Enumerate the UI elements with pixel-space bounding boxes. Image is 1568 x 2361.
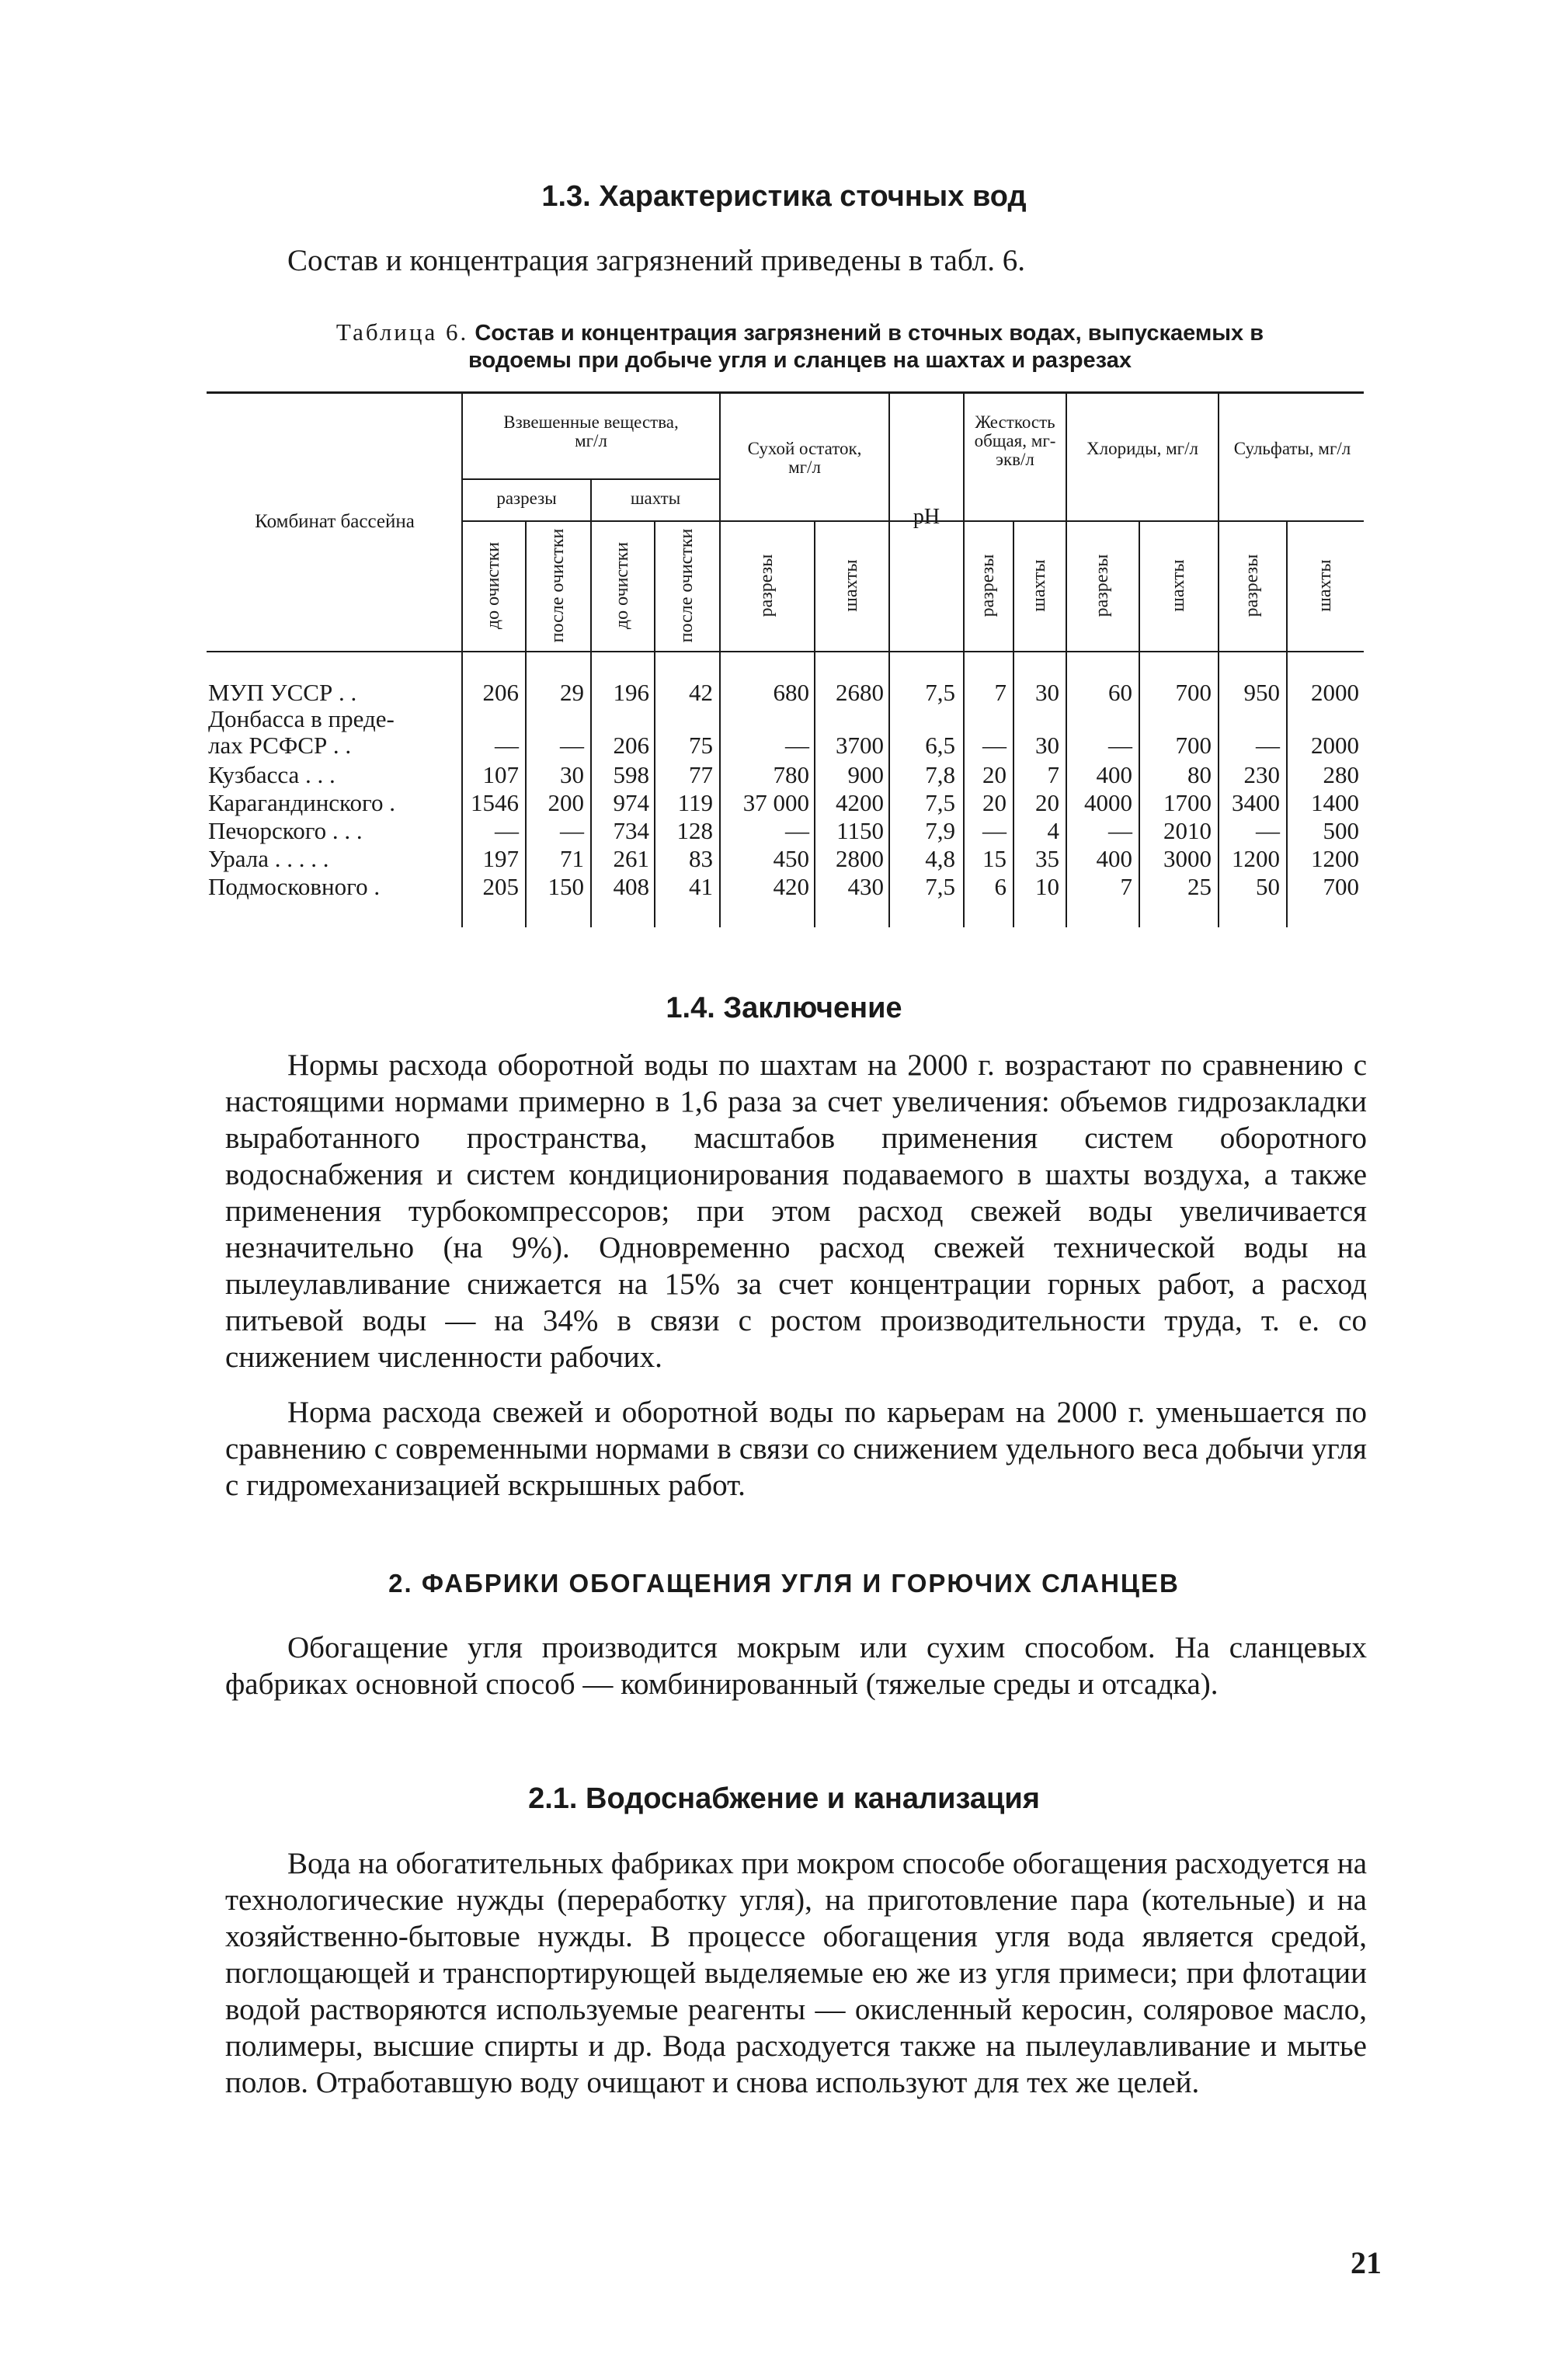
table-cell: 15 bbox=[982, 845, 1007, 872]
leaf-sul-shakhty: шахты bbox=[1315, 559, 1335, 612]
table-cell: 598 bbox=[613, 761, 649, 788]
header-dry-residue: Сухой остаток, мг/л bbox=[747, 439, 862, 477]
table-cell: 7 bbox=[1047, 761, 1059, 788]
table-cell: 107 bbox=[482, 761, 519, 788]
leaf-hard-razrezy: разрезы bbox=[978, 554, 998, 617]
section-1-4-paragraph-1: Нормы расхода оборотной воды по шахтам на 2000 г. возрастают по сравнению с настоящими нормами примерно в 1,6 раза за счет увеличения: объемов гидрозакладки выработанного пространства, масштабов применения систем оборотного водоснабжения и систем кондиционирования подаваемого в шахты воздуха, а также применения турбокомпрессоров; при этом расход свежей воды увеличивается незначительно (на 9%). Одновременно расход свежей технической воды на пылеулавливание снижается на 15% за счет концентрации горных работ, а расход питьевой воды — на 34% в связи с ростом производительности труда, т. е. со снижением численности рабочих. bbox=[225, 1048, 1367, 1374]
table-cell: 10 bbox=[1035, 873, 1059, 900]
table-cell: 50 bbox=[1256, 873, 1280, 900]
table-cell: 30 bbox=[1035, 732, 1059, 759]
table-cell: — bbox=[495, 817, 519, 844]
table-cell: 80 bbox=[1187, 761, 1212, 788]
table-cell: 71 bbox=[560, 845, 584, 872]
table-cell: 7,5 bbox=[925, 873, 955, 900]
table-cell: 1200 bbox=[1232, 845, 1280, 872]
table-cell: 4 bbox=[1047, 817, 1059, 844]
table-cell: 128 bbox=[676, 817, 713, 844]
table-cell: 37 000 bbox=[742, 789, 809, 816]
table-cell: 7,9 bbox=[925, 817, 955, 844]
table-cell: 60 bbox=[1108, 679, 1132, 706]
header-basin: Комбинат бассейна bbox=[255, 511, 415, 532]
page-number: 21 bbox=[1351, 2245, 1382, 2280]
table-cell: 35 bbox=[1035, 845, 1059, 872]
leaf-sul-razrezy: разрезы bbox=[1242, 554, 1262, 617]
section-2-paragraph: Обогащение угля производится мокрым или сухим способом. На сланцевых фабриках основной способ — комбинированный (тяжелые среды и отсадка). bbox=[225, 1631, 1367, 1701]
section-1-3-title: 1.3. Характеристика сточных вод bbox=[541, 180, 1027, 213]
table-cell: 7 bbox=[1120, 873, 1132, 900]
table-cell: 700 bbox=[1175, 732, 1212, 759]
table-cell: 408 bbox=[613, 873, 649, 900]
leaf-hard-shakhty: шахты bbox=[1029, 559, 1049, 612]
table-cell: 200 bbox=[548, 789, 584, 816]
table-cell: — bbox=[785, 732, 809, 759]
row-label: Подмосковного . bbox=[208, 873, 381, 900]
table-cell: 150 bbox=[548, 873, 584, 900]
table-cell: 780 bbox=[773, 761, 809, 788]
table-cell: 42 bbox=[689, 679, 713, 706]
table-cell: 2010 bbox=[1163, 817, 1212, 844]
table-cell: 3400 bbox=[1232, 789, 1280, 816]
table-cell: — bbox=[1108, 817, 1132, 844]
table-cell: 196 bbox=[613, 679, 649, 706]
table-cell: 230 bbox=[1243, 761, 1280, 788]
table-cell: — bbox=[1256, 817, 1280, 844]
table-cell: 400 bbox=[1096, 845, 1132, 872]
section-1-4-paragraph-2: Норма расхода свежей и оборотной воды по карьерам на 2000 г. уменьшается по сравнению с современными нормами в связи со снижением удельного веса добычи угля с гидромеханизацией вскрышных работ. bbox=[225, 1396, 1367, 1502]
row-label: Печорского . . . bbox=[208, 817, 363, 844]
section-2-1-paragraph: Вода на обогатительных фабриках при мокром способе обогащения расходуется на технологические нужды (переработку угля), на приготовление пара (котельные) и на хозяйственно-бытовые нужды. В процессе обогащения угля вода является средой, поглощающей и транспортирующей выделяемые ею же из угля примеси; при флотации водой растворяются используемые реагенты — окисленный керосин, соляровое масло, полимеры, высшие спирты и др. Вода расходуется также на пылеулавливание и мытье полов. Отработавшую воду очищают и снова используют для тех же целей. bbox=[225, 1847, 1367, 2099]
table-cell: 2000 bbox=[1311, 679, 1359, 706]
table-cell: 20 bbox=[982, 761, 1007, 788]
table-cell: 30 bbox=[560, 761, 584, 788]
table-cell: 280 bbox=[1323, 761, 1359, 788]
table-caption-lead: Таблица 6. bbox=[336, 318, 469, 346]
leaf-chl-razrezy: разрезы bbox=[1092, 554, 1112, 617]
table-cell: 7,8 bbox=[925, 761, 955, 788]
table-cell: 30 bbox=[1035, 679, 1059, 706]
header-sulfates: Сульфаты, мг/л bbox=[1233, 439, 1351, 458]
header-suspended-shakhty: шахты bbox=[630, 489, 681, 508]
table-cell: 430 bbox=[847, 873, 884, 900]
table-cell: 700 bbox=[1175, 679, 1212, 706]
table-caption bbox=[295, 318, 1305, 374]
table-cell: 1200 bbox=[1311, 845, 1359, 872]
row-label: Кузбасса . . . bbox=[208, 761, 336, 788]
leaf-dry-razrezy: разрезы bbox=[756, 554, 777, 617]
table-cell: — bbox=[982, 817, 1007, 844]
table-cell: 420 bbox=[773, 873, 809, 900]
table-cell: 197 bbox=[482, 845, 519, 872]
table-cell: 900 bbox=[847, 761, 884, 788]
table-cell: 75 bbox=[689, 732, 713, 759]
table-cell: 450 bbox=[773, 845, 809, 872]
table-cell: 4000 bbox=[1084, 789, 1132, 816]
table-cell: 4,8 bbox=[925, 845, 955, 872]
section-1-3-intro: Состав и концентрация загрязнений приведены в табл. 6. bbox=[287, 244, 1025, 277]
table-cell: 41 bbox=[689, 873, 713, 900]
leaf-chl-shakhty: шахты bbox=[1168, 559, 1188, 612]
table-cell: — bbox=[785, 817, 809, 844]
table-cell: — bbox=[982, 732, 1007, 759]
table-cell: 1700 bbox=[1163, 789, 1212, 816]
header-suspended: Взвешенные вещества, мг/л bbox=[503, 412, 679, 450]
section-2-1-title: 2.1. Водоснабжение и канализация bbox=[528, 1782, 1040, 1815]
table-cell: — bbox=[495, 732, 519, 759]
table-cell: 6,5 bbox=[925, 732, 955, 759]
leaf-before-2: до очистки bbox=[612, 541, 632, 630]
section-1-4-title: 1.4. Заключение bbox=[666, 992, 902, 1024]
table-cell: 119 bbox=[677, 789, 713, 816]
table-cell: 7,5 bbox=[925, 679, 955, 706]
leaf-before-1: до очистки bbox=[483, 541, 503, 630]
table-cell: 680 bbox=[773, 679, 809, 706]
leaf-after-1: после очистки bbox=[548, 528, 568, 643]
table-cell: 206 bbox=[482, 679, 519, 706]
table-cell: 7 bbox=[994, 679, 1007, 706]
section-2-title: 2. ФАБРИКИ ОБОГАЩЕНИЯ УГЛЯ И ГОРЮЧИХ СЛАНЦЕВ bbox=[388, 1569, 1180, 1598]
table-cell: 3700 bbox=[836, 732, 884, 759]
table-cell: 400 bbox=[1096, 761, 1132, 788]
table-cell: 1546 bbox=[471, 789, 519, 816]
header-hardness: Жесткость общая, мг-экв/л bbox=[974, 412, 1056, 469]
table-cell: 734 bbox=[613, 817, 649, 844]
table-cell: — bbox=[560, 732, 584, 759]
table-cell: 6 bbox=[994, 873, 1007, 900]
table-cell: — bbox=[560, 817, 584, 844]
table-cell: 950 bbox=[1243, 679, 1280, 706]
leaf-after-2: после очистки bbox=[676, 528, 697, 643]
table-cell: 205 bbox=[482, 873, 519, 900]
table-cell: 261 bbox=[613, 845, 649, 872]
table-cell: 1400 bbox=[1311, 789, 1359, 816]
table-cell: 83 bbox=[689, 845, 713, 872]
table-cell: 206 bbox=[613, 732, 649, 759]
table-cell: 4200 bbox=[836, 789, 884, 816]
table-cell: 2000 bbox=[1311, 732, 1359, 759]
table-cell: — bbox=[1108, 732, 1132, 759]
table-cell: 700 bbox=[1323, 873, 1359, 900]
table-cell: 2680 bbox=[836, 679, 884, 706]
row-label: Урала . . . . . bbox=[208, 845, 329, 872]
header-ph: pH bbox=[913, 505, 940, 529]
table-cell: 500 bbox=[1323, 817, 1359, 844]
header-suspended-razrezy: разрезы bbox=[496, 489, 557, 508]
row-label: МУП УССР . . bbox=[208, 679, 357, 706]
table-cell: 2800 bbox=[836, 845, 884, 872]
row-label: лах РСФСР . . bbox=[208, 732, 352, 759]
table-6 bbox=[207, 391, 1364, 927]
table-cell: 77 bbox=[689, 761, 713, 788]
leaf-dry-shakhty: шахты bbox=[841, 559, 861, 612]
table-caption-title: Состав и концентрация загрязнений в сточных водах, выпускаемых в водоемы при добыче угля и сланцев на шахтах и разрезах bbox=[468, 321, 1264, 373]
table-cell: 7,5 bbox=[925, 789, 955, 816]
table-cell: 1150 bbox=[836, 817, 884, 844]
table-cell: — bbox=[1256, 732, 1280, 759]
table-cell: 3000 bbox=[1163, 845, 1212, 872]
table-cell: 974 bbox=[613, 789, 649, 816]
table-cell: 20 bbox=[1035, 789, 1059, 816]
row-label: Донбасса в преде- bbox=[208, 705, 395, 732]
table-cell: 29 bbox=[560, 679, 584, 706]
table-cell: 20 bbox=[982, 789, 1007, 816]
table-cell: 25 bbox=[1187, 873, 1212, 900]
row-label: Карагандинского . bbox=[208, 789, 395, 816]
header-chlorides: Хлориды, мг/л bbox=[1086, 439, 1198, 458]
